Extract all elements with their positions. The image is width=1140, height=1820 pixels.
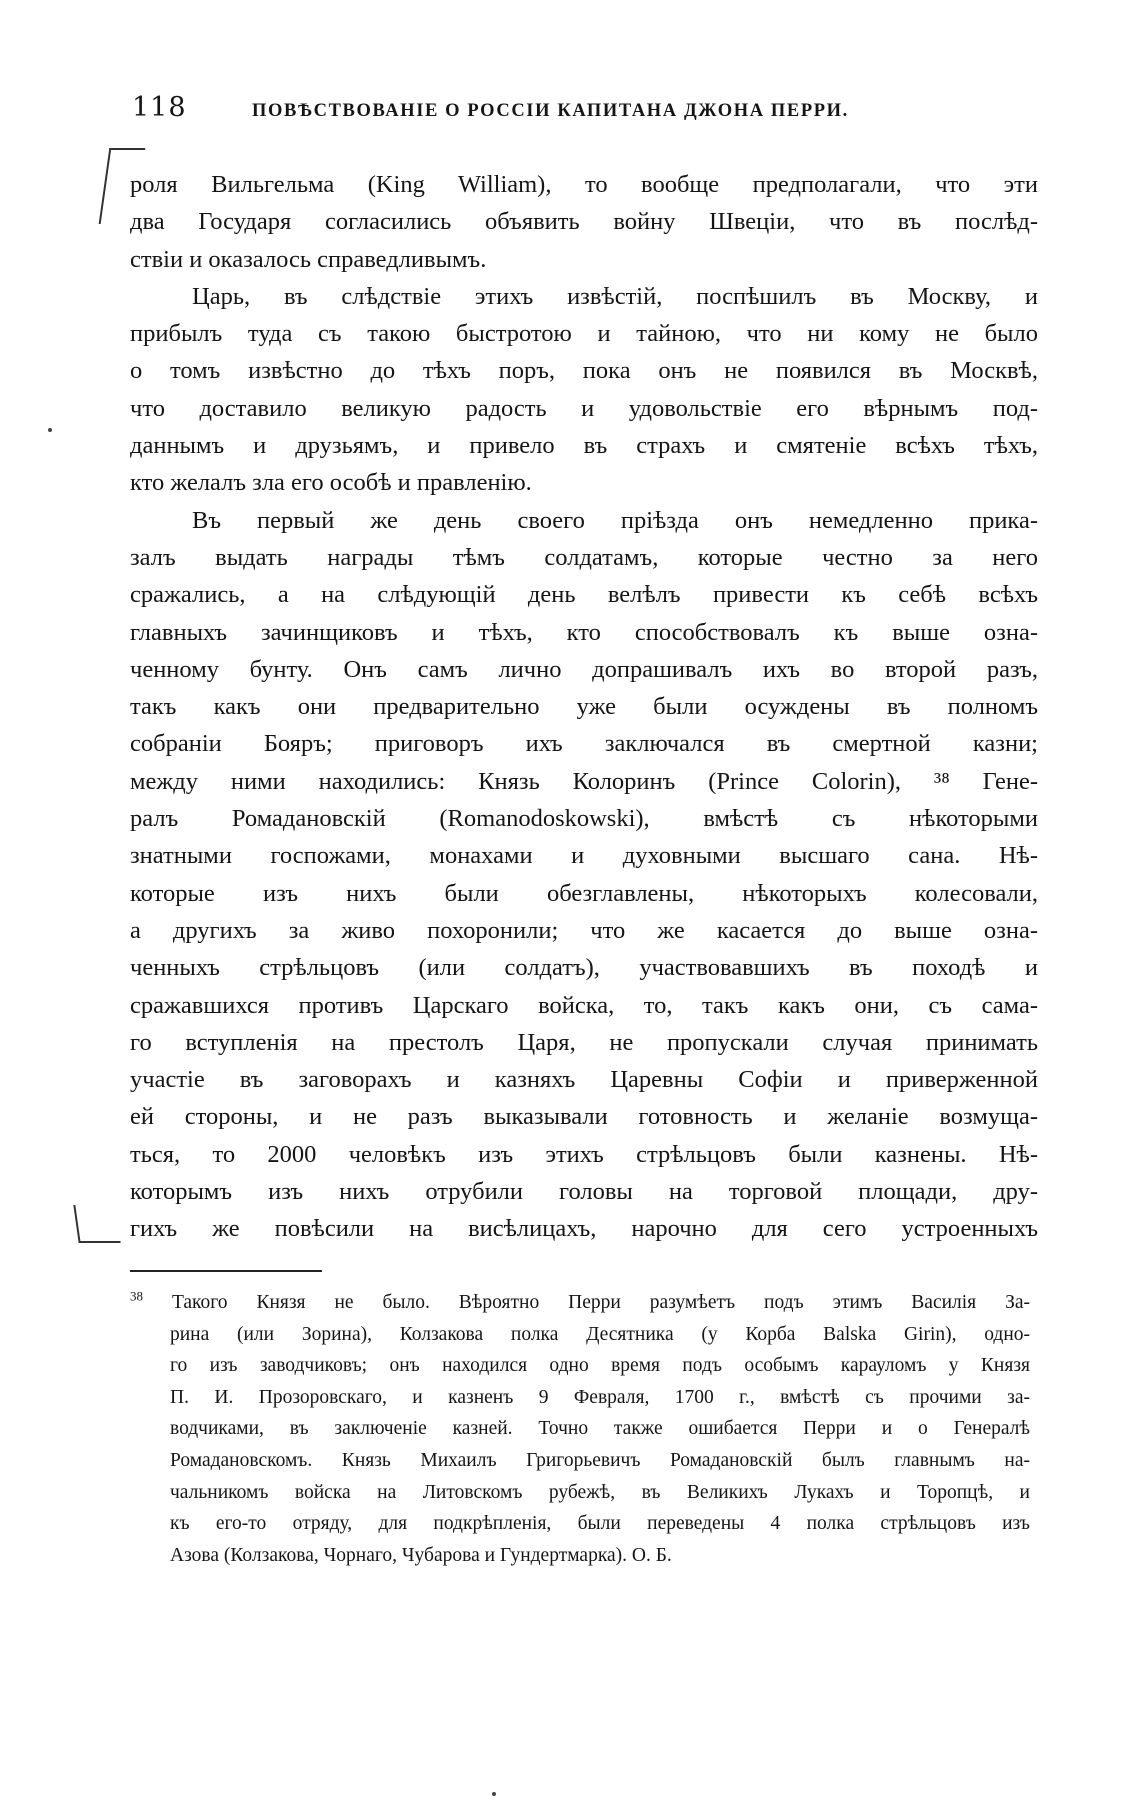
text-line: которымъ изъ нихъ отрубили головы на торговой площади, дру- (130, 1178, 1038, 1206)
text-line: сражавшихся противъ Царскаго войска, то, такъ какъ они, съ сама- (130, 991, 1038, 1019)
running-title: ПОВѢСТВОВАНІЕ О РОССІИ КАПИТАНА ДЖОНА ПЕРРИ. (252, 101, 849, 121)
footnote-line (130, 1540, 1030, 1572)
text-line: собраніи Бояръ; приговоръ ихъ заключался въ смертной казни; (130, 730, 1038, 758)
footnote-block (130, 1287, 1030, 1571)
text-line: два Государя согласились объявить войну Швеціи, что въ послѣд- (130, 208, 1038, 236)
bracket-mark-bottom (73, 1205, 120, 1243)
text-line: прибылъ туда съ такою быстротою и тайною, что ни кому не было (130, 320, 1038, 348)
text-line: ей стороны, и не разъ выказывали готовность и желаніе возмуща- (130, 1103, 1038, 1131)
text-line: гихъ же повѣсили на висѣлицахъ, нарочно для сего устроенныхъ (130, 1215, 1038, 1243)
text-line: такъ какъ они предварительно уже были осуждены въ полномъ (130, 693, 1038, 721)
text-line: ться, то 2000 человѣкъ изъ этихъ стрѣльцовъ были казнены. Нѣ- (130, 1140, 1038, 1168)
ink-speck (48, 428, 52, 432)
text-line: знатными госпожами, монахами и духовными высшаго сана. Нѣ- (130, 842, 1038, 870)
text-line: Въ первый же день своего пріѣзда онъ немедленно прика- (192, 506, 1038, 534)
footnote-text: го изъ заводчиковъ; онъ находился одно время подъ особымъ карауломъ у Князя (170, 1355, 1030, 1377)
text-line: Царь, въ слѣдствіе этихъ извѣстій, поспѣшилъ въ Москву, и (192, 282, 1038, 310)
footnote-text: рина (или Зорина), Колзакова полка Десятника (у Корба Balska Girin), одно- (170, 1323, 1030, 1345)
text-line: что доставило великую радость и удовольствіе его вѣрнымъ под- (130, 394, 1038, 422)
text-line: которые изъ нихъ были обезглавлены, нѣкоторыхъ колесовали, (130, 879, 1038, 907)
text-line: ченному бунту. Онъ самъ лично допрашивалъ ихъ во второй разъ, (130, 655, 1038, 683)
footnote-text: П. И. Прозоровскаго, и казненъ 9 Февраля, 1700 г., вмѣстѣ съ прочими за- (170, 1386, 1030, 1408)
footnote-line (130, 1508, 1030, 1540)
ink-speck (492, 1792, 496, 1796)
text-line: участіе въ заговорахъ и казняхъ Царевны Софіи и приверженной (130, 1066, 1038, 1094)
page-header (132, 92, 952, 132)
footnote-line (130, 1287, 1030, 1319)
text-line: го вступленія на престолъ Царя, не пропускали случая принимать (130, 1028, 1038, 1056)
footnote-marker: 38 (130, 1288, 143, 1304)
footnote-text: Такого Князя не было. Вѣроятно Перри разумѣетъ подъ этимъ Василія За- (171, 1292, 1031, 1313)
text-line: ралъ Ромадановскій (Romanodoskowski), вмѣстѣ съ нѣкоторыми (130, 805, 1038, 833)
text-line: а другихъ за живо похоронили; что же касается до выше озна- (130, 916, 1038, 944)
text-line: ченныхъ стрѣльцовъ (или солдатъ), участвовавшихъ въ походѣ и (130, 954, 1038, 982)
footnote-line (130, 1319, 1030, 1351)
text-line: сражались, а на слѣдующій день велѣлъ привести къ себѣ всѣхъ (130, 581, 1038, 609)
text-line: кто желалъ зла его особѣ и правленію. (130, 469, 532, 497)
footnote-text: Ромадановскомъ. Князь Михаилъ Григорьевичъ Ромадановскій былъ главнымъ на- (170, 1449, 1030, 1471)
text-line: главныхъ зачинщиковъ и тѣхъ, кто способствовалъ къ выше озна- (130, 618, 1038, 646)
footnote-line (130, 1477, 1030, 1509)
text-line: роля Вильгельма (King William), то вообще предполагали, что эти (130, 171, 1038, 198)
footnote-line (130, 1445, 1030, 1477)
footnote-line (130, 1413, 1030, 1445)
text-line: залъ выдать награды тѣмъ солдатамъ, которые честно за него (130, 543, 1038, 571)
footnote-text: Азова (Колзакова, Чорнаго, Чубарова и Гундертмарка). О. Б. (170, 1544, 672, 1566)
text-line: о томъ извѣстно до тѣхъ поръ, пока онъ не появился въ Москвѣ, (130, 357, 1038, 385)
text-line: ствіи и оказалось справедливымъ. (130, 245, 487, 273)
footnote-text: къ его-то отряду, для подкрѣпленія, были переведены 4 полка стрѣльцовъ изъ (170, 1513, 1030, 1535)
text-line: между ними находились: Князь Колоринъ (Prince Colorin), ³⁸ Гене- (130, 767, 1038, 795)
text-line: даннымъ и друзьямъ, и привело въ страхъ и смятеніе всѣхъ тѣхъ, (130, 432, 1038, 460)
footnote-text: чальникомъ войска на Литовскомъ рубежѣ, въ Великихъ Лукахъ и Торопцѣ, и (170, 1481, 1030, 1503)
footnote-divider (130, 1270, 322, 1272)
main-text (130, 166, 1038, 1248)
page-number: 118 (132, 92, 187, 123)
footnote-line (130, 1382, 1030, 1414)
footnote-text: водчиками, въ заключеніе казней. Точно также ошибается Перри и о Генералѣ (170, 1418, 1030, 1440)
footnote-line (130, 1350, 1030, 1382)
